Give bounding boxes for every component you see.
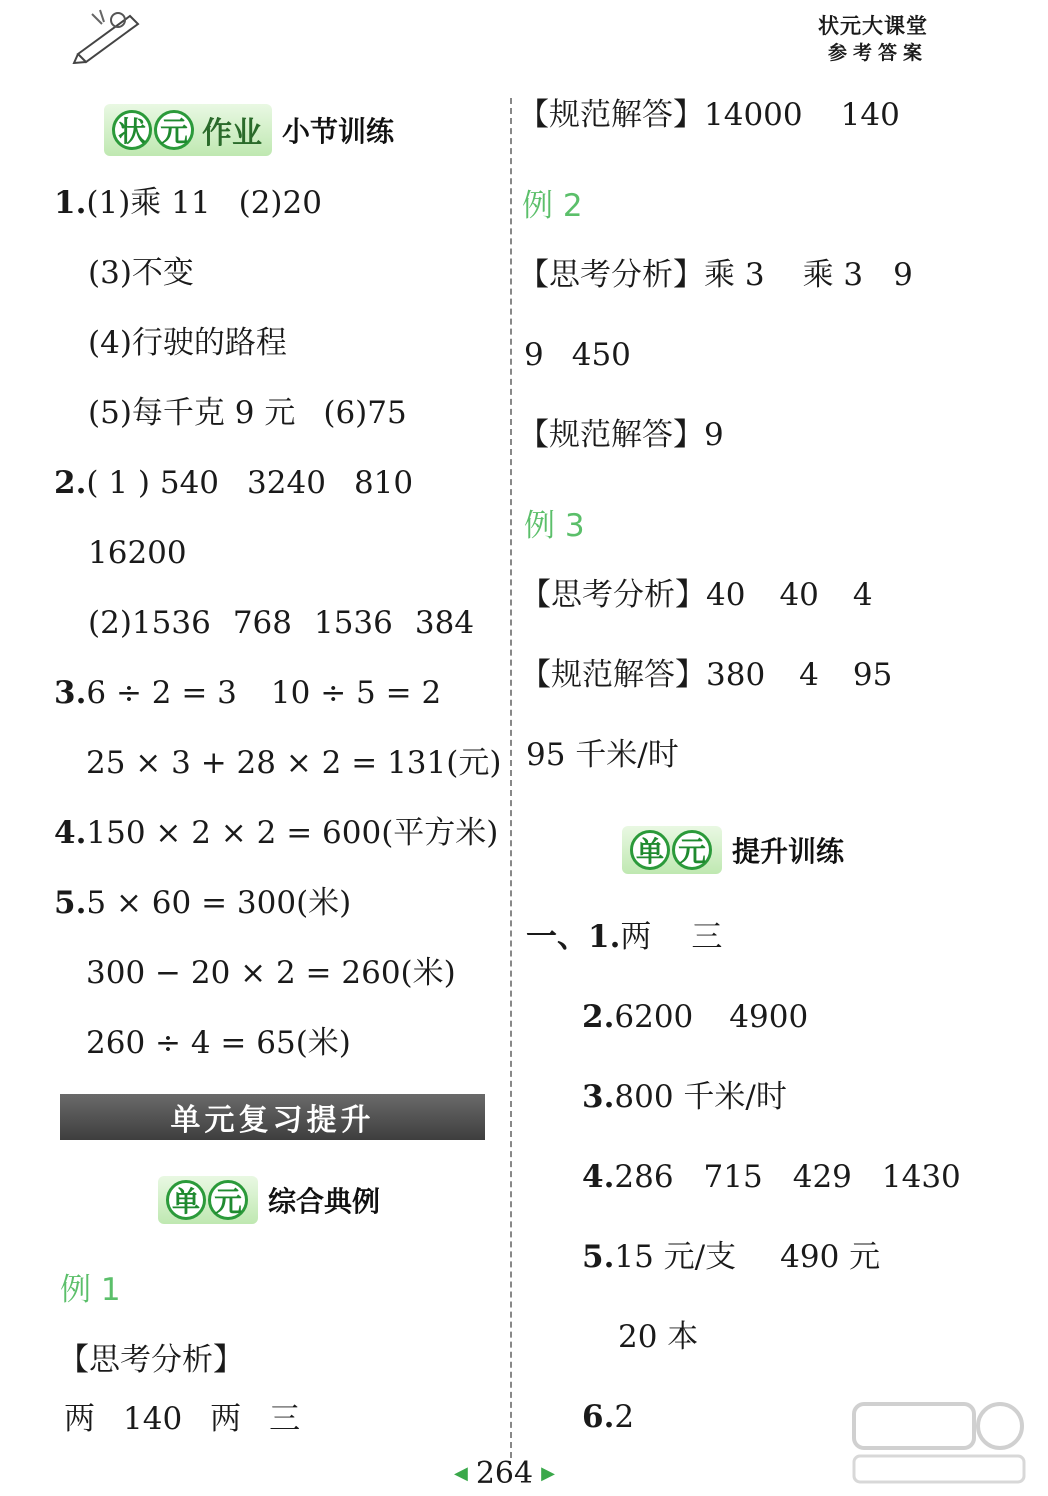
answer-line xyxy=(86,745,502,781)
section-banner: 单元复习提升 xyxy=(60,1094,485,1140)
watermark-logo-icon xyxy=(850,1398,1030,1488)
answer-text: 乘 3 xyxy=(802,257,864,293)
badge-char-2: 元 xyxy=(154,110,194,150)
page-number xyxy=(454,1456,555,1491)
item-number: 2. xyxy=(54,465,87,501)
answer-line xyxy=(520,657,893,693)
answer-line xyxy=(54,185,322,221)
solution-tag: 【规范解答】 xyxy=(520,657,706,693)
answer-text: 6 ÷ 2 = 3 xyxy=(86,675,237,711)
answer-text: 4 xyxy=(852,577,873,613)
answer-line xyxy=(524,337,631,373)
answer-text: 450 xyxy=(571,337,631,373)
answer-text: 16200 xyxy=(88,535,187,571)
answer-text: 9 xyxy=(524,337,544,373)
answer-text: 715 xyxy=(703,1159,763,1195)
answer-text: (5)每千克 9 元 xyxy=(88,395,296,431)
item-number: 5. xyxy=(54,885,87,921)
column-divider xyxy=(510,98,512,1458)
badge-label: 提升训练 xyxy=(732,835,845,868)
example-heading: 例 1 xyxy=(60,1272,121,1308)
answer-text: 两 xyxy=(210,1401,242,1437)
item-number: 3. xyxy=(54,675,87,711)
answer-text: 140 xyxy=(840,97,900,133)
answer-text: 260 ÷ 4 = 65(米) xyxy=(86,1025,351,1061)
badge-char-2: 元 xyxy=(672,830,712,870)
answer-text: (6)75 xyxy=(323,395,407,431)
answer-text: 10 ÷ 5 = 2 xyxy=(270,675,442,711)
answer-text: 乘 3 xyxy=(704,257,765,293)
answer-text: 380 xyxy=(706,657,766,693)
answer-line xyxy=(582,999,809,1035)
answer-text: (2)1536 xyxy=(88,605,211,641)
triangle-left-icon: ◀ xyxy=(454,1463,468,1484)
answer-line xyxy=(88,535,187,571)
item-number: 4. xyxy=(582,1159,615,1195)
answer-text: 150 × 2 × 2 = 600(平方米) xyxy=(86,815,499,851)
analysis-tag: 【思考分析】 xyxy=(58,1342,244,1378)
answer-text: 2 xyxy=(614,1399,635,1435)
answer-line: 95 千米/时 xyxy=(526,737,679,773)
answer-line xyxy=(582,1079,787,1115)
badge-section-practice xyxy=(104,104,394,156)
answer-text: 810 xyxy=(353,465,414,501)
badge-char-1: 单 xyxy=(166,1180,206,1220)
answer-line xyxy=(526,919,723,955)
answer-text: (2)20 xyxy=(238,185,322,221)
answer-line xyxy=(582,1159,961,1195)
item-number: 2. xyxy=(582,999,615,1035)
answer-text: 两 xyxy=(620,919,652,955)
answer-line xyxy=(88,395,407,431)
answer-line xyxy=(618,1319,699,1355)
badge-label: 小节训练 xyxy=(282,115,395,148)
pencil-sketch-icon xyxy=(70,6,148,64)
solution-tag: 【规范解答】 xyxy=(518,417,704,453)
answer-text: 3240 xyxy=(247,465,326,501)
answer-line xyxy=(88,605,475,641)
badge-word: 作业 xyxy=(202,116,262,151)
answer-line xyxy=(88,255,194,291)
answer-text: (3)不变 xyxy=(88,255,194,291)
answer-text: 286 xyxy=(614,1159,674,1195)
answer-text: 768 xyxy=(232,605,292,641)
answer-text: 1536 xyxy=(313,605,393,641)
answer-text: 9 xyxy=(893,257,913,293)
answer-text: 300 − 20 × 2 = 260(米) xyxy=(86,955,456,991)
answer-line xyxy=(64,1401,301,1437)
answer-text: 40 xyxy=(779,577,819,613)
page-number-text: 264 xyxy=(475,1456,534,1491)
answer-line xyxy=(54,815,499,851)
badge-label: 综合典例 xyxy=(268,1185,381,1218)
answer-line xyxy=(86,955,456,991)
answer-text: 6200 xyxy=(614,999,694,1035)
answer-line xyxy=(518,417,724,453)
answer-text: 800 千米/时 xyxy=(614,1079,787,1115)
answer-text: 4900 xyxy=(729,999,809,1035)
item-number: 6. xyxy=(582,1399,615,1435)
answer-text: 三 xyxy=(269,1401,301,1437)
answer-line xyxy=(582,1399,635,1435)
answer-text: 5 × 60 = 300(米) xyxy=(86,885,352,921)
answer-text: 9 xyxy=(704,417,724,453)
badge-char-2: 元 xyxy=(208,1180,248,1220)
item-number: 一、1. xyxy=(526,919,621,955)
answer-text: (1)乘 11 xyxy=(86,185,211,221)
answer-line xyxy=(54,885,352,921)
answer-line xyxy=(520,577,873,613)
answer-text: 95 xyxy=(852,657,893,693)
answer-text: (4)行驶的路程 xyxy=(88,325,287,361)
answer-text: 490 元 xyxy=(780,1239,881,1275)
example-heading: 例 3 xyxy=(524,508,585,544)
answer-text: 384 xyxy=(414,605,475,641)
answer-line xyxy=(86,1025,351,1061)
answer-text: ( 1 ) 540 xyxy=(86,465,220,501)
answer-text: 1430 xyxy=(881,1159,961,1195)
item-number: 5. xyxy=(582,1239,615,1275)
answer-text: 14000 xyxy=(704,97,803,133)
answer-text: 40 xyxy=(706,577,746,613)
badge-section-examples xyxy=(158,1176,380,1224)
item-number: 3. xyxy=(582,1079,615,1115)
answer-text: 15 元/支 xyxy=(614,1239,737,1275)
answer-text: 两 xyxy=(64,1401,95,1437)
item-number: 1. xyxy=(54,185,87,221)
analysis-tag: 【思考分析】 xyxy=(518,257,704,293)
answer-text: 20 本 xyxy=(618,1319,699,1355)
header-title: 状元大课堂 xyxy=(818,14,928,38)
answer-line xyxy=(518,257,913,293)
answer-text: 三 xyxy=(691,919,723,955)
analysis-tag: 【思考分析】 xyxy=(520,577,706,613)
answer-line xyxy=(88,325,287,361)
answer-line xyxy=(54,465,414,501)
answer-line xyxy=(582,1239,881,1275)
badge-char-1: 单 xyxy=(630,830,670,870)
badge-section-improve xyxy=(622,826,844,874)
answer-text: 140 xyxy=(123,1401,183,1437)
triangle-right-icon: ▶ xyxy=(541,1463,555,1484)
badge-char-1: 状 xyxy=(112,110,152,150)
answer-line xyxy=(54,675,442,711)
answer-text: 4 xyxy=(799,657,819,693)
answer-text: 25 × 3 + 28 × 2 = 131(元) xyxy=(86,745,502,781)
item-number: 4. xyxy=(54,815,87,851)
solution-tag: 【规范解答】 xyxy=(518,97,704,133)
answer-text: 429 xyxy=(792,1159,852,1195)
example-heading: 例 2 xyxy=(522,188,583,224)
answer-line xyxy=(518,97,900,133)
header-subtitle: 参考答案 xyxy=(827,42,928,64)
